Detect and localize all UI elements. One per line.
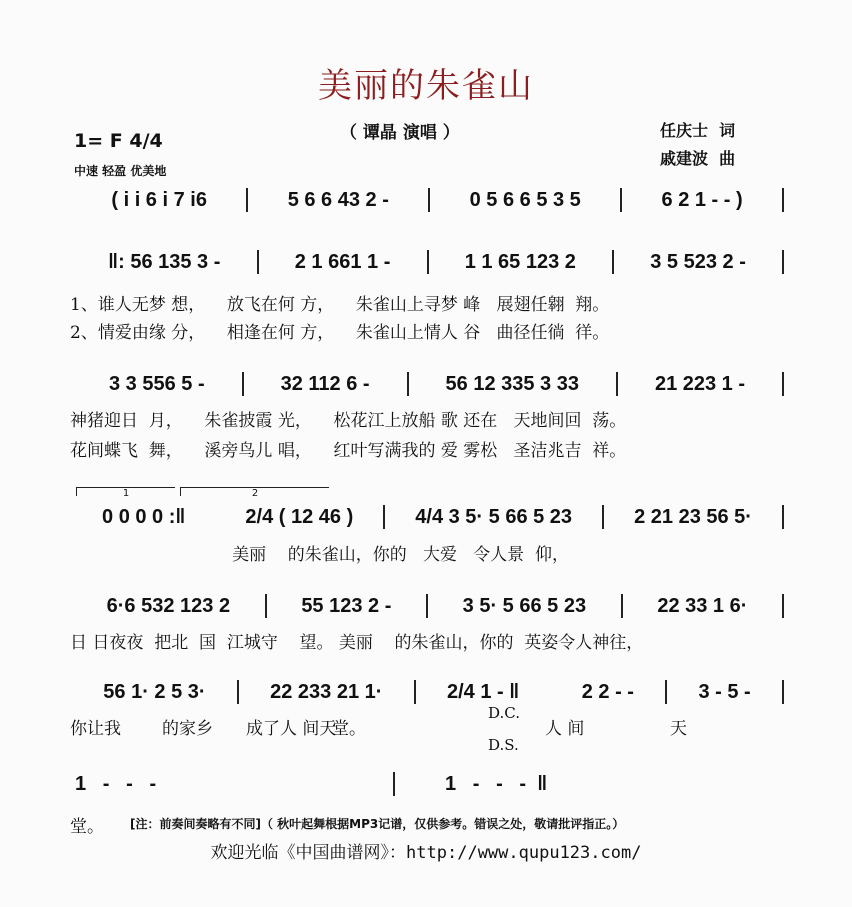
da-capo: D.C. [488,704,520,722]
lyricist: 任庆士 词 [660,121,736,140]
measure: 3 5· 5 66 5 23 [462,594,587,617]
staff-row-7 [72,772,784,796]
measure: 3 3 556 5 - [108,372,205,395]
lyric-ending [70,714,790,739]
measure: 0 5 6 6 5 3 5 [469,188,581,211]
measure: 2 21 23 56 5· [634,505,752,528]
singer: （ 谭晶 演唱 ） [340,123,460,143]
lyric-segment: 成了人 间天 [246,719,353,739]
barline [782,372,784,396]
lyric-final: 堂。 [70,817,104,837]
staff-row-3 [72,372,784,396]
measure: 4/4 3 5· 5 66 5 23 [415,505,573,528]
lyric-segment: 你让我 [70,719,138,739]
barline [782,188,784,212]
measure: 2/4 1 - ‖ [446,680,520,703]
measure: 55 123 2 - [301,594,392,617]
volta-2-label: 2 [251,488,259,499]
tempo-marking: 中速 轻盈 优美地 [74,164,167,178]
volta-1-label: 1 [122,488,130,499]
measure: 0 0 0 0 :‖ [102,505,186,528]
transcription-note: [注：前奏间奏略有不同]（ 秋叶起舞根据MP3记谱，仅供参考。错误之处，敬请批评指正。） [130,817,625,831]
lyric-verse-1b: 神猪迎日 月， 朱雀披霞 光， 松花江上放船 歌 还在 天地间回 荡。 [70,411,627,431]
key-signature: 1= F 4/4 [74,130,163,152]
dal-segno: D.S. [488,736,519,754]
staff-row-2 [72,250,784,274]
song-title: 美丽的朱雀山 [318,66,534,106]
measure: 2 2 - - [581,680,634,703]
lyric-segment: 人 间 [545,719,661,739]
measure: 2 1 661 1 - [294,250,391,273]
measure: 2/4 ( 12 46 ) [245,505,354,528]
measure: 3 5 523 2 - [650,250,746,273]
measure: 32 112 6 - [280,372,370,395]
staff-row-6 [72,680,784,704]
barline [782,594,784,618]
lyric-verse-2: 2、情爱由缘 分， 相逢在何 方， 朱雀山上情人 谷 曲径任徜 徉。 [70,323,610,343]
composer: 戚建波 曲 [660,149,736,168]
measure: 22 33 1 6· [657,594,748,617]
barline [782,680,784,704]
volta-2 [180,487,329,499]
barline [782,250,784,274]
measure: 56 1· 2 5 3· [103,680,206,703]
lyric-chorus-1: 美丽 的朱雀山，你的 大爱 令人景 仰， [70,545,569,565]
measure: 6 2 1 - - ) [661,188,743,211]
measure: 5 6 6 43 2 - [287,188,389,211]
measure: 3 - 5 - [698,680,751,703]
measure: 6·6 532 123 2 [106,594,231,617]
measure: 1 1 65 123 2 [464,250,576,273]
barline [782,505,784,529]
volta-1 [76,487,175,499]
measure: 21 223 1 - [654,372,746,395]
measure: ( i i 6 i 7 i6 [111,188,207,211]
measure: ‖: 56 135 3 - [108,250,221,273]
measure: 1 - - - ‖ [444,772,548,795]
measure: 22 233 21 1· [270,680,383,703]
staff-row-4 [72,505,784,529]
lyric-segment: 的家乡 [162,719,235,739]
lyric-verse-1: 1、谁人无梦 想， 放飞在何 方， 朱雀山上寻梦 峰 展翅任翱 翔。 [70,295,610,315]
lyric-verse-2b: 花间蝶飞 舞， 溪旁鸟儿 唱， 红叶写满我的 爱 雾松 圣洁兆吉 祥。 [70,441,627,461]
measure: 56 12 335 3 33 [445,372,579,395]
website-credit: 欢迎光临《中国曲谱网》：http://www.qupu123.com/ [210,843,642,863]
lyric-segment: 天 [670,719,687,739]
staff-row-5 [72,594,784,618]
measure: 1 - - - [75,772,157,795]
staff-row-1 [72,188,784,212]
lyric-chorus-2: 日 日夜夜 把北 国 江城守 望。 美丽 的朱雀山，你的 英姿令人神往， [70,633,644,653]
lyric-segment: 堂。 [332,719,421,739]
